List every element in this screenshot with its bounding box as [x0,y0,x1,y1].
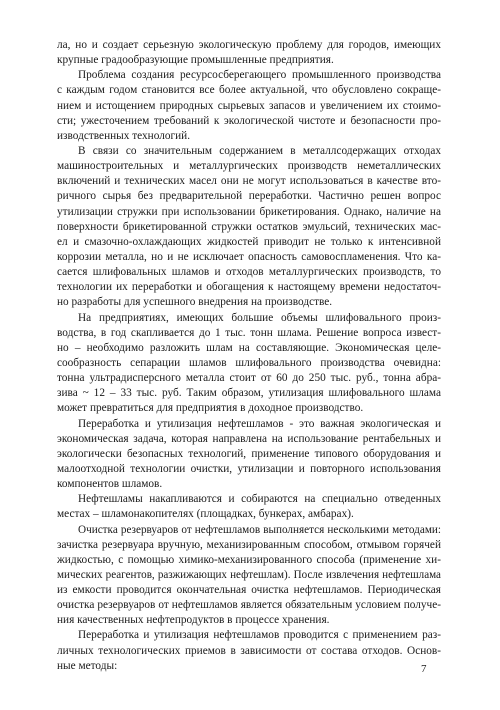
text-line: утилизации стружки при использовании брикетирования. Однако, наличие на [57,205,441,218]
text-line: сообразность сепарации шламов шлифовального производства очевидна: [57,356,441,369]
paragraph [57,38,441,68]
paragraph [57,628,441,673]
text-line: ел и смазочно-охлаждающих жидкостей приводит не только к интенсивной [57,235,441,248]
text-line: жидкостью, с помощью химико-механизированного способа (применение хи- [57,553,441,566]
text-line: ла, но и создает серьезную экологическую проблему для городов, имеющих [57,39,441,51]
text-line: включений и технических масел они не могут использоваться в качестве вто- [57,175,441,188]
text-line: экологически безопасных технологий, применение типового оборудования и [57,447,441,460]
text-line: из емкости проводится окончательная очистка нефтешламов. Периодическая [57,584,441,597]
text-line: личных технологических приемов в зависимости от состава отходов. Основ- [57,644,441,657]
text-line: изводственных технологий. [57,129,191,142]
paragraph [57,144,441,311]
paragraph [57,523,441,629]
text-line: малоотходной технологии очистки, утилизации и повторного использования [57,462,441,475]
text-line: с каждым годом становится все более актуальной, что обусловлено сокраще- [57,84,441,97]
text-line: Переработка и утилизация нефтешламов - это важная экологическая и [78,417,441,430]
page-number: 7 [421,663,427,675]
text-line: мических реагентов, разжижающих нефтешлам). После извлечения нефтешлама [57,568,441,581]
text-line: ные методы: [57,659,118,672]
paragraph [57,311,441,417]
text-line: компонентов шламов. [57,478,163,491]
paragraph [57,492,441,522]
text-line: крупные градообразующие промышленные предприятия. [57,54,334,67]
text-line: сается шлифовальных шламов и отходов металлургических производств, то [57,266,441,279]
text-line: машиностроительных и металлургических производств неметаллических [57,160,441,173]
text-line: коррозии металла, но и не исключает опасность самовоспламенения. Что ка- [57,250,441,263]
text-line: может превратиться для предприятия в доходное производство. [57,402,364,415]
text-line: На предприятиях, имеющих большие объемы шлифовального произ- [78,311,441,324]
text-line: Нефтешламы накапливаются и собираются на специально отведенных [78,493,441,506]
text-line: Очистка резервуаров от нефтешламов выполняется несколькими методами: [78,523,441,536]
text-line: Переработка и утилизация нефтешламов проводится с применением раз- [78,629,441,642]
text-line: тонна ультрадисперсного металла стоит от 60 до 250 тыс. руб., тонна абра- [57,372,441,385]
text-line: нием и истощением природных сырьевых запасов и увеличением их стоимо- [57,99,441,112]
text-line: зива ~ 12 – 33 тыс. руб. Таким образом, утилизация шлифовального шлама [57,387,441,400]
text-line: местах – шламонакопителях (площадках, бункерах, амбарах). [57,508,354,521]
text-line: но – необходимо разложить шлам на составляющие. Экономическая целе- [57,341,441,354]
text-line: В связи со значительным содержанием в металлсодержащих отходах [78,144,441,157]
text-line: сти; ужесточением требований к экологической чистоте и безопасности про- [57,114,441,127]
text-line: ричного сырья без предварительной переработки. Частично решен вопрос [57,190,441,203]
text-line: технологии их переработки и обогащения к настоящему времени недостаточ- [57,281,441,294]
text-line: экономическая задача, которая направлена на использование рентабельных и [57,432,441,445]
text-line: но разработы для успешного внедрения на производстве. [57,296,333,309]
paragraph [57,68,441,144]
text-line: ния качественных нефтепродуктов в процессе хранения. [57,614,330,627]
text-line: очистка резервуаров от нефтешламов является обязательным условием получе- [57,599,441,612]
text-line: Проблема создания ресурсосберегающего промышленного производства [78,69,441,82]
text-line: поверхности брикетированной стружки остатков эмульсий, технических мас- [57,220,441,233]
text-line: зачистка резервуара вручную, механизированным способом, отмывом горячей [57,538,441,551]
text-line: водства, в год скапливается до 1 тыс. тонн шлама. Решение вопроса извест- [57,326,441,339]
page-body [57,38,441,674]
paragraph [57,417,441,493]
